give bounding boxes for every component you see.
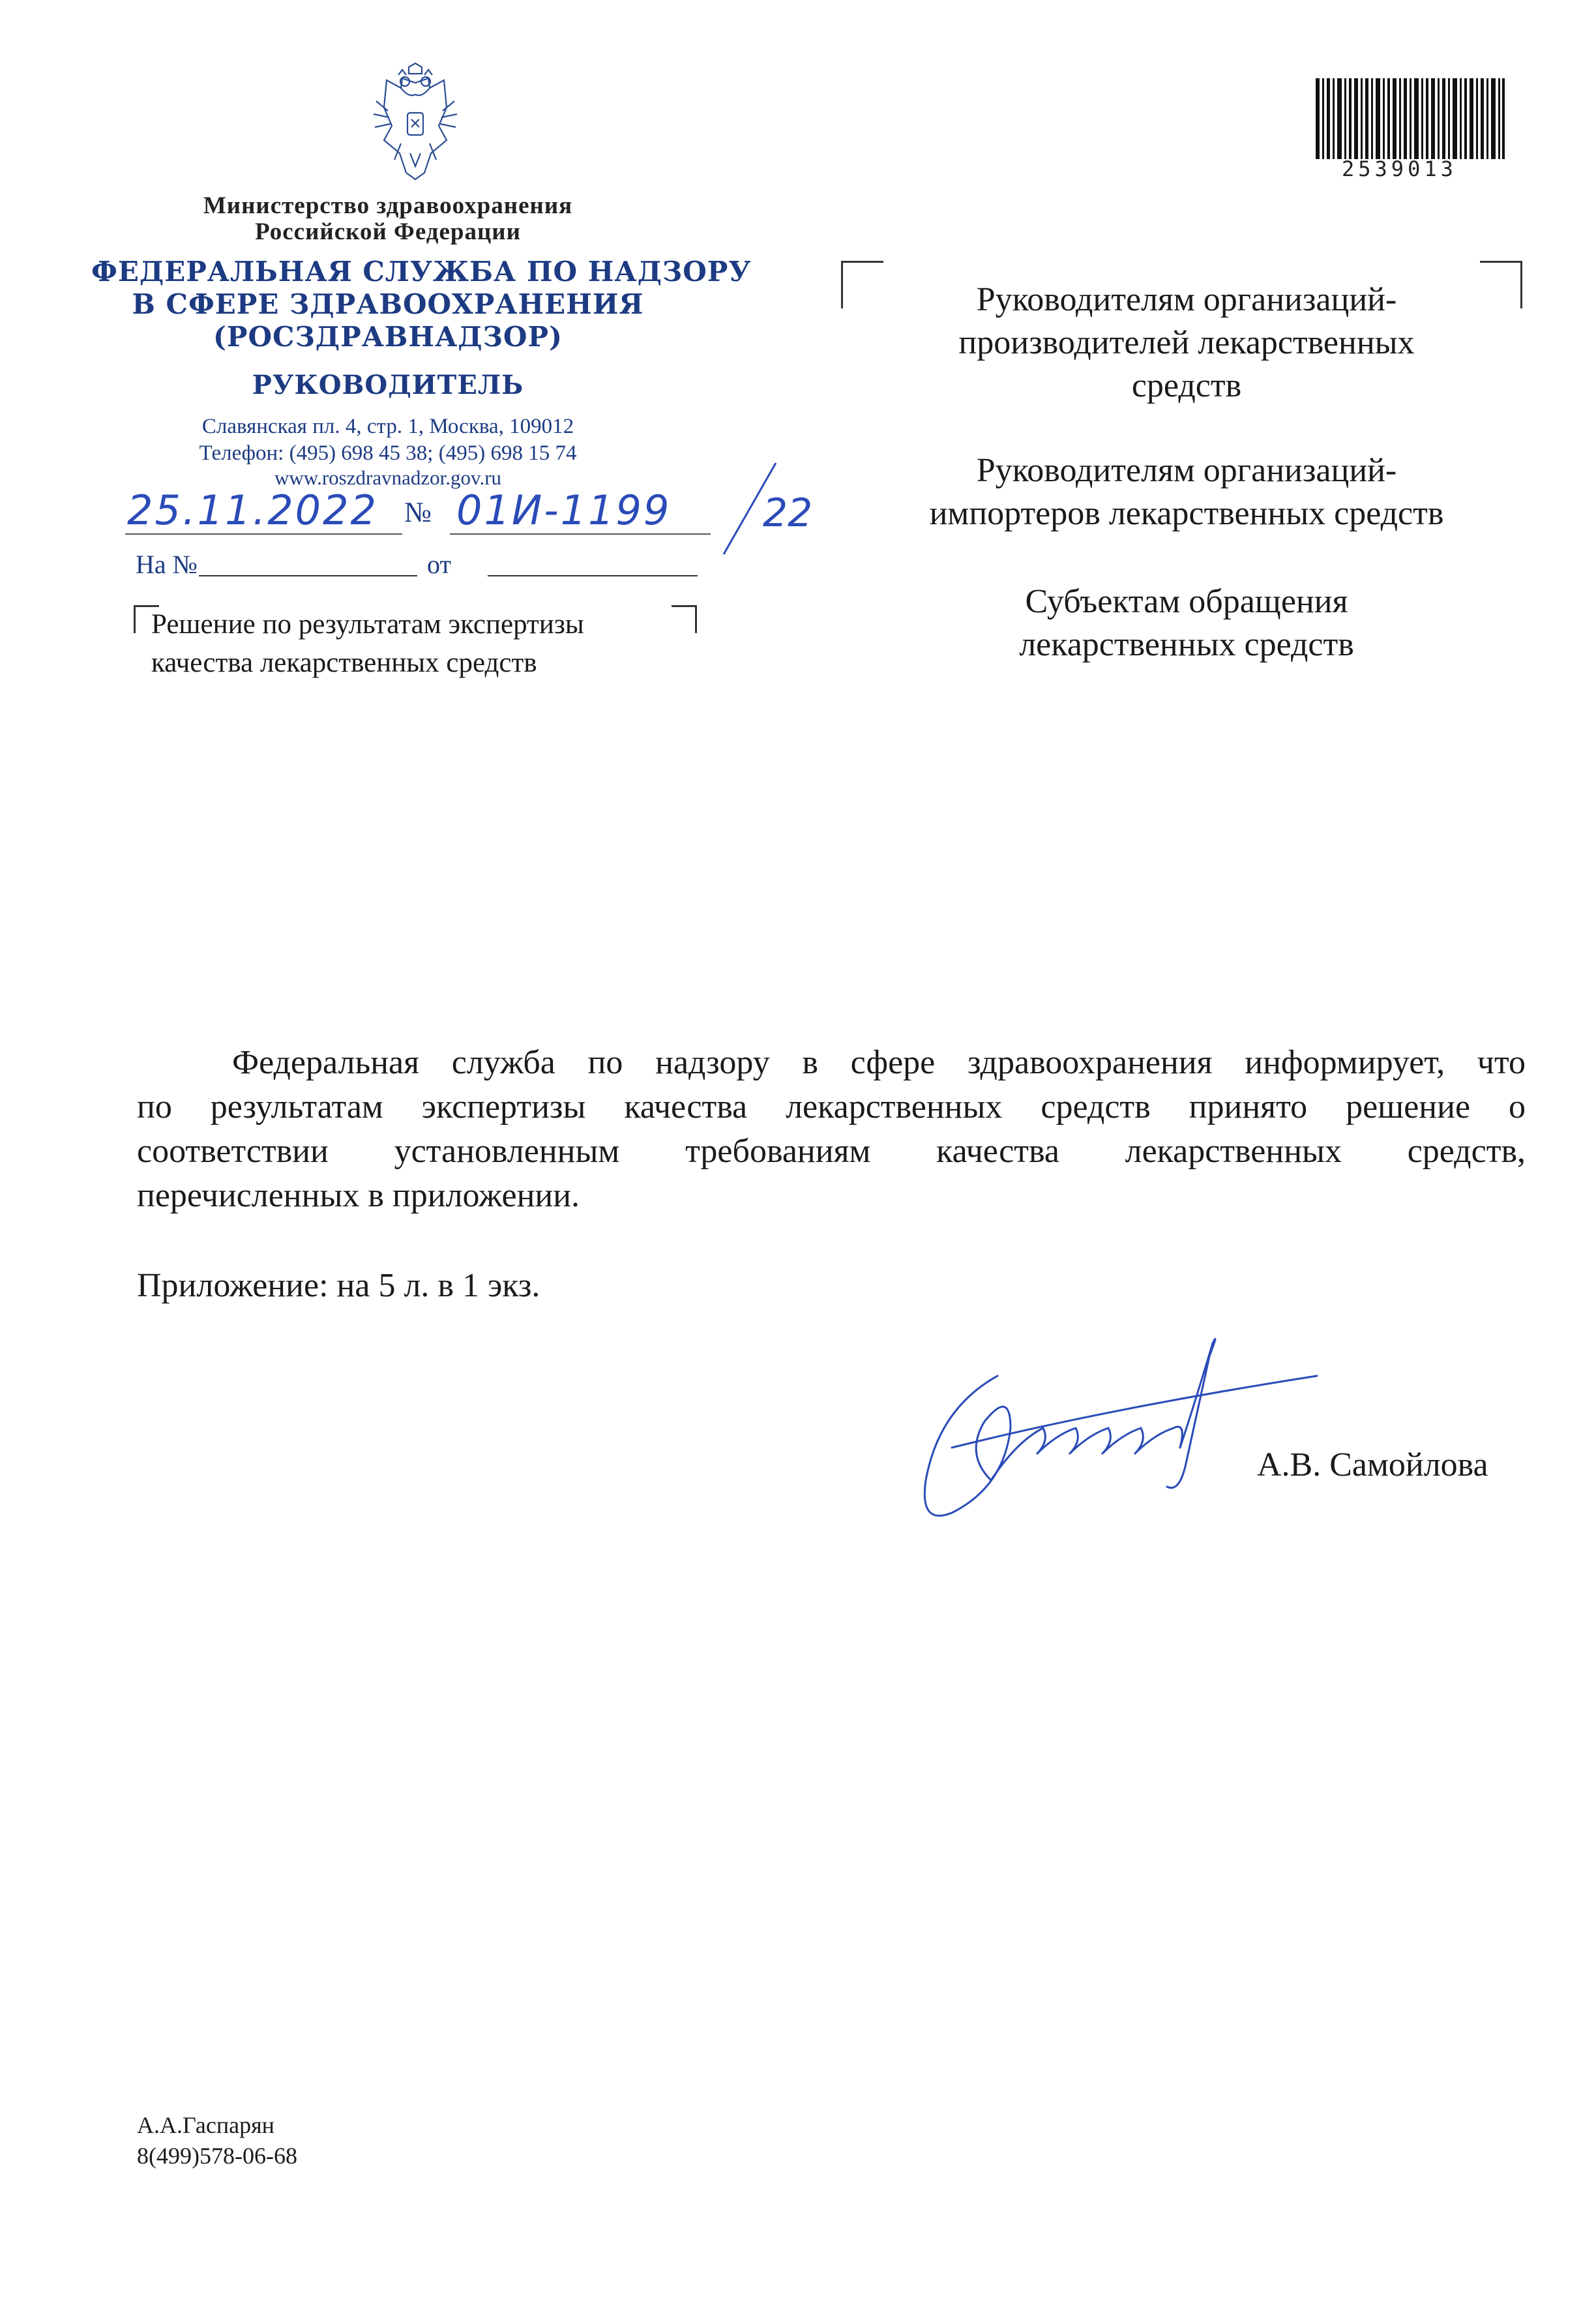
number-sign: № — [404, 496, 432, 528]
reply-date-field — [488, 575, 698, 576]
body-paragraph-line: по результатам экспертизы качества лекарственных средств принято решение о — [137, 1088, 1526, 1125]
subject-line: Решение по результатам экспертизы — [151, 609, 584, 640]
state-emblem-icon — [362, 62, 469, 186]
date-underline — [125, 533, 402, 535]
service-name-line: В СФЕРЕ ЗДРАВООХРАНЕНИЯ — [132, 288, 644, 320]
website-line: www.roszdravnadzor.gov.ru — [274, 466, 502, 489]
number-underline — [450, 533, 711, 535]
reply-date-label: от — [427, 550, 451, 579]
outgoing-number-suffix: 22 — [763, 490, 813, 536]
barcode-number: 2539013 — [1342, 156, 1457, 181]
handwritten-signature — [913, 1330, 1330, 1552]
executor-phone: 8(499)578-06-68 — [137, 2143, 297, 2169]
reply-number-label: На № — [136, 550, 198, 579]
ministry-line: Российской Федерации — [255, 218, 521, 245]
outgoing-date: 25.11.2022 — [127, 486, 378, 534]
subject-line: качества лекарственных средств — [151, 648, 537, 678]
addressee-line: импортеров лекарственных средств — [929, 495, 1444, 532]
addressee-line: Руководителям организаций- — [976, 452, 1397, 489]
executor-name: А.А.Гаспарян — [137, 2112, 274, 2138]
barcode-icon — [1316, 78, 1505, 159]
position-title: РУКОВОДИТЕЛЬ — [252, 370, 524, 400]
body-paragraph-line: перечисленных в приложении. — [137, 1177, 580, 1214]
address-line: Славянская пл. 4, стр. 1, Москва, 109012 — [201, 415, 574, 438]
body-paragraph-line: соответствии установленным требованиям качества лекарственных средств, — [137, 1133, 1526, 1170]
subject-corner-right — [672, 605, 697, 633]
addressee-line: лекарственных средств — [1019, 626, 1354, 663]
addressee-line: Субъектам обращения — [1025, 583, 1348, 620]
service-name-line: ФЕДЕРАЛЬНАЯ СЛУЖБА ПО НАДЗОРУ — [91, 256, 752, 288]
signer-name: А.В. Самойлова — [1257, 1446, 1488, 1483]
addressee-line: средств — [1131, 367, 1242, 404]
reply-number-field — [199, 575, 417, 576]
addressee-line: Руководителям организаций- — [976, 281, 1397, 318]
phone-line: Телефон: (495) 698 45 38; (495) 698 15 74 — [199, 441, 577, 465]
ministry-line: Министерство здравоохранения — [203, 192, 573, 219]
outgoing-number: 01И-1199 — [456, 486, 672, 534]
attachment-note: Приложение: на 5 л. в 1 экз. — [137, 1267, 540, 1304]
body-paragraph-line: Федеральная служба по надзору в сфере здравоохранения информирует, что — [232, 1044, 1526, 1081]
addressee-line: производителей лекарственных — [958, 324, 1415, 361]
service-name-line: (РОСЗДРАВНАДЗОР) — [213, 321, 563, 353]
